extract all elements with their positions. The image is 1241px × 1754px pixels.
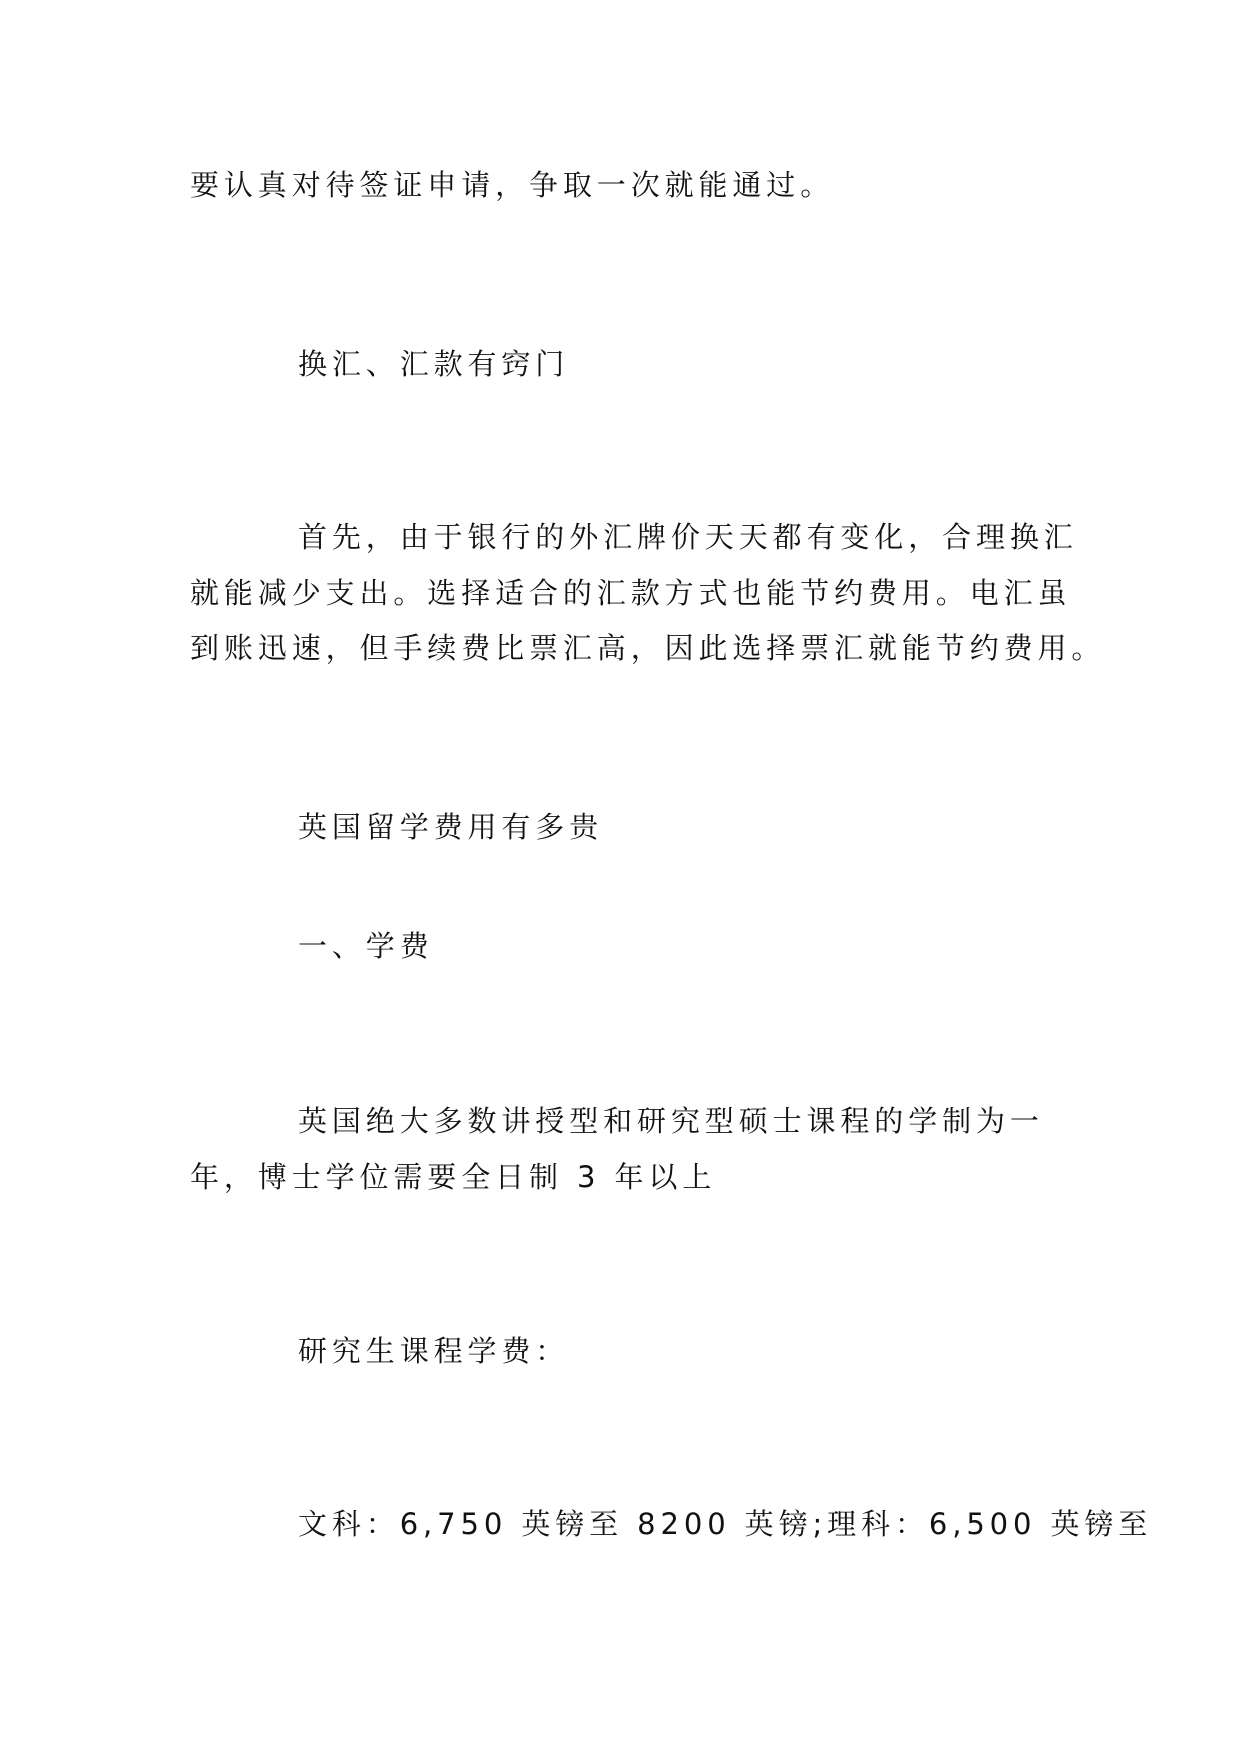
paragraph-line: 就能减少支出。选择适合的汇款方式也能节约费用。电汇虽 <box>190 576 1072 610</box>
section-heading: 英国留学费用有多贵 <box>298 810 604 844</box>
paragraph-line: 文科：6,750 英镑至 8200 英镑;理科：6,500 英镑至 <box>298 1507 1153 1541</box>
paragraph-line: 研究生课程学费： <box>298 1334 570 1368</box>
paragraph-line: 到账迅速，但手续费比票汇高，因此选择票汇就能节约费用。 <box>190 631 1106 665</box>
section-heading: 换汇、汇款有窍门 <box>298 347 570 381</box>
paragraph-line: 年，博士学位需要全日制 3 年以上 <box>190 1160 717 1194</box>
subsection-heading: 一、学费 <box>298 929 434 963</box>
paragraph-line: 首先，由于银行的外汇牌价天天都有变化，合理换汇 <box>298 520 1078 554</box>
paragraph-line: 英国绝大多数讲授型和研究型硕士课程的学制为一 <box>298 1104 1044 1138</box>
text-line: 要认真对待签证申请，争取一次就能通过。 <box>190 168 835 202</box>
